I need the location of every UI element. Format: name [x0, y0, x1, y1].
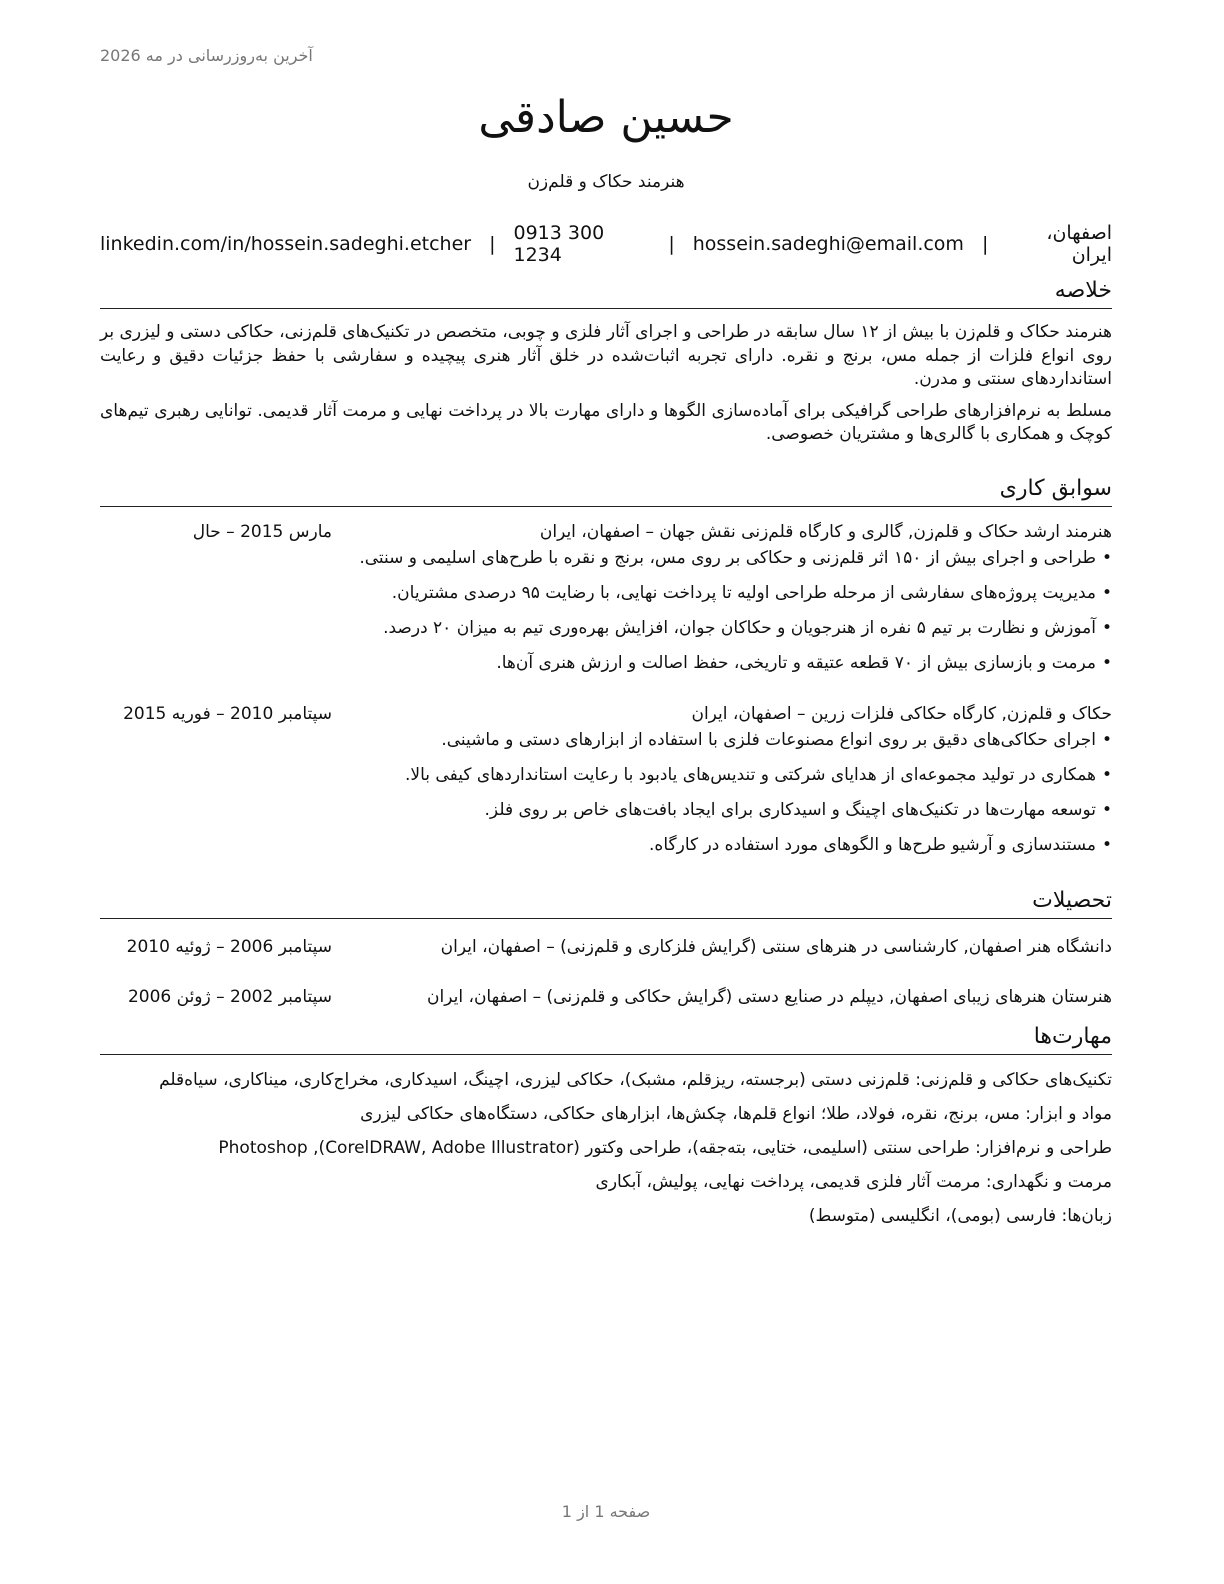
skill-line: مرمت و نگهداری: مرمت آثار فلزی قدیمی، پرداخت نهایی، پولیش، آبکاری — [595, 1172, 1112, 1192]
education-entry — [100, 934, 1112, 960]
education-dates: سپتامبر 2006 – ژوئیه 2010 — [126, 937, 332, 957]
education-institution: هنرستان هنرهای زیبای اصفهان, دیپلم در صنایع دستی (گرایش حکاکی و قلم‌زنی) – اصفهان، ایران — [427, 987, 1112, 1007]
skill-line: زبان‌ها: فارسی (بومی)، انگلیسی (متوسط) — [808, 1206, 1112, 1226]
education-section — [100, 886, 1112, 1010]
page-number: صفحه 1 از 1 — [561, 1502, 651, 1521]
job-dates: سپتامبر 2010 – فوریه 2015 — [123, 704, 332, 724]
education-entry — [100, 984, 1112, 1010]
job-dates: مارس 2015 – حال — [192, 522, 332, 542]
summary-heading: خلاصه — [100, 276, 1112, 309]
contact-email[interactable]: hossein.sadeghi@email.com — [692, 233, 964, 255]
list-item: • توسعه مهارت‌ها در تکنیک‌های اچینگ و اسیدکاری برای ایجاد بافت‌های خاص بر روی فلز. — [484, 800, 1112, 820]
job-organization: حکاک و قلم‌زن, کارگاه حکاکی فلزات زرین – اصفهان، ایران — [691, 704, 1112, 724]
list-item: • آموزش و نظارت بر تیم ۵ نفره از هنرجویان و حکاکان جوان، افزایش بهره‌وری تیم به میزان ۲۰ درصد. — [383, 618, 1112, 638]
contact-linkedin[interactable]: linkedin.com/in/hossein.sadeghi.etcher — [100, 233, 472, 255]
education-dates: سپتامبر 2002 – ژوئن 2006 — [127, 987, 332, 1007]
summary-paragraph: هنرمند حکاک و قلم‌زن با بیش از ۱۲ سال سابقه در طراحی و اجرای آثار فلزی و چوبی، متخصص در تکنیک‌های قلم‌زنی، حکاکی دستی و لیزری بر روی انواع فلزات از جمله مس، برنج و نقره. دارای تجربه اثبات‌شده در خلق آثار هنری پیچیده و سفارشی با حفظ جزئیات دقیق و رعایت استانداردهای سنتی و مدرن. — [100, 322, 1112, 389]
candidate-title: هنرمند حکاک و قلم‌زن — [527, 172, 685, 192]
candidate-name: حسین صادقی — [478, 92, 734, 143]
job-entry — [100, 701, 1112, 867]
skill-line: مواد و ابزار: مس، برنج، نقره، فولاد، طلا؛ انواع قلم‌ها، چکش‌ها، ابزارهای حکاکی، دستگاه‌های حکاکی لیزری — [360, 1104, 1112, 1124]
contact-separator: | — [981, 233, 989, 255]
job-header — [100, 701, 1112, 727]
contact-phone[interactable]: 0913 300 1234 — [513, 222, 605, 266]
education-institution: دانشگاه هنر اصفهان, کارشناسی در هنرهای سنتی (گرایش فلزکاری و قلم‌زنی) – اصفهان، ایران — [440, 937, 1112, 957]
job-entry — [100, 519, 1112, 685]
job-organization: هنرمند ارشد حکاک و قلم‌زن, گالری و کارگاه قلم‌زنی نقش جهان – اصفهان، ایران — [539, 522, 1112, 542]
skill-line: طراحی و نرم‌افزار: طراحی سنتی (اسلیمی، ختایی، بته‌جقه)، طراحی وکتور (CorelDRAW, Adobe Illustrator), Photoshop — [218, 1138, 1112, 1158]
skills-section — [100, 1022, 1112, 1237]
list-item: • مستندسازی و آرشیو طرح‌ها و الگوهای مورد استفاده در کارگاه. — [649, 835, 1112, 855]
summary-section — [100, 276, 1112, 447]
job-bullets — [100, 727, 1112, 867]
job-header — [100, 519, 1112, 545]
skills-heading: مهارت‌ها — [100, 1022, 1112, 1055]
summary-paragraph: مسلط به نرم‌افزارهای طراحی گرافیکی برای آماده‌سازی الگوها و دارای مهارت بالا در پرداخت نهایی و مرمت آثار قدیمی. توانایی رهبری تیم‌های کوچک و همکاری با گالری‌ها و مشتریان خصوصی. — [100, 400, 1112, 444]
skill-line: تکنیک‌های حکاکی و قلم‌زنی: قلم‌زنی دستی (برجسته، ریزقلم، مشبک)، حکاکی لیزری، اچینگ، اسیدکاری، مخراج‌کاری، میناکاری، سیاه‌قلم — [159, 1070, 1112, 1090]
skills-list — [100, 1067, 1112, 1237]
experience-heading: سوابق کاری — [100, 474, 1112, 507]
list-item: • مرمت و بازسازی بیش از ۷۰ قطعه عتیقه و تاریخی، حفظ اصالت و ارزش هنری آن‌ها. — [496, 653, 1112, 673]
list-item: • طراحی و اجرای بیش از ۱۵۰ اثر قلم‌زنی و حکاکی بر روی مس، برنج و نقره با طرح‌های اسلیمی و سنتی. — [359, 548, 1112, 568]
contact-separator: | — [668, 233, 675, 255]
list-item: • اجرای حکاکی‌های دقیق بر روی انواع مصنوعات فلزی با استفاده از ابزارهای دستی و ماشینی. — [441, 730, 1112, 750]
contact-line — [100, 222, 1112, 266]
job-bullets — [100, 545, 1112, 685]
contact-location: اصفهان، ایران — [1046, 222, 1112, 266]
list-item: • مدیریت پروژه‌های سفارشی از مرحله طراحی اولیه تا پرداخت نهایی، با رضایت ۹۵ درصدی مشتریان. — [391, 583, 1112, 603]
list-item: • همکاری در تولید مجموعه‌ای از هدایای شرکتی و تندیس‌های یادبود با رعایت استانداردهای کیفی بالا. — [405, 765, 1112, 785]
education-heading: تحصیلات — [100, 886, 1112, 919]
resume-page — [100, 0, 1112, 1584]
last-updated-note: آخرین به‌روزرسانی در مه 2026 — [100, 46, 313, 65]
experience-section — [100, 474, 1112, 867]
contact-separator: | — [489, 233, 496, 255]
